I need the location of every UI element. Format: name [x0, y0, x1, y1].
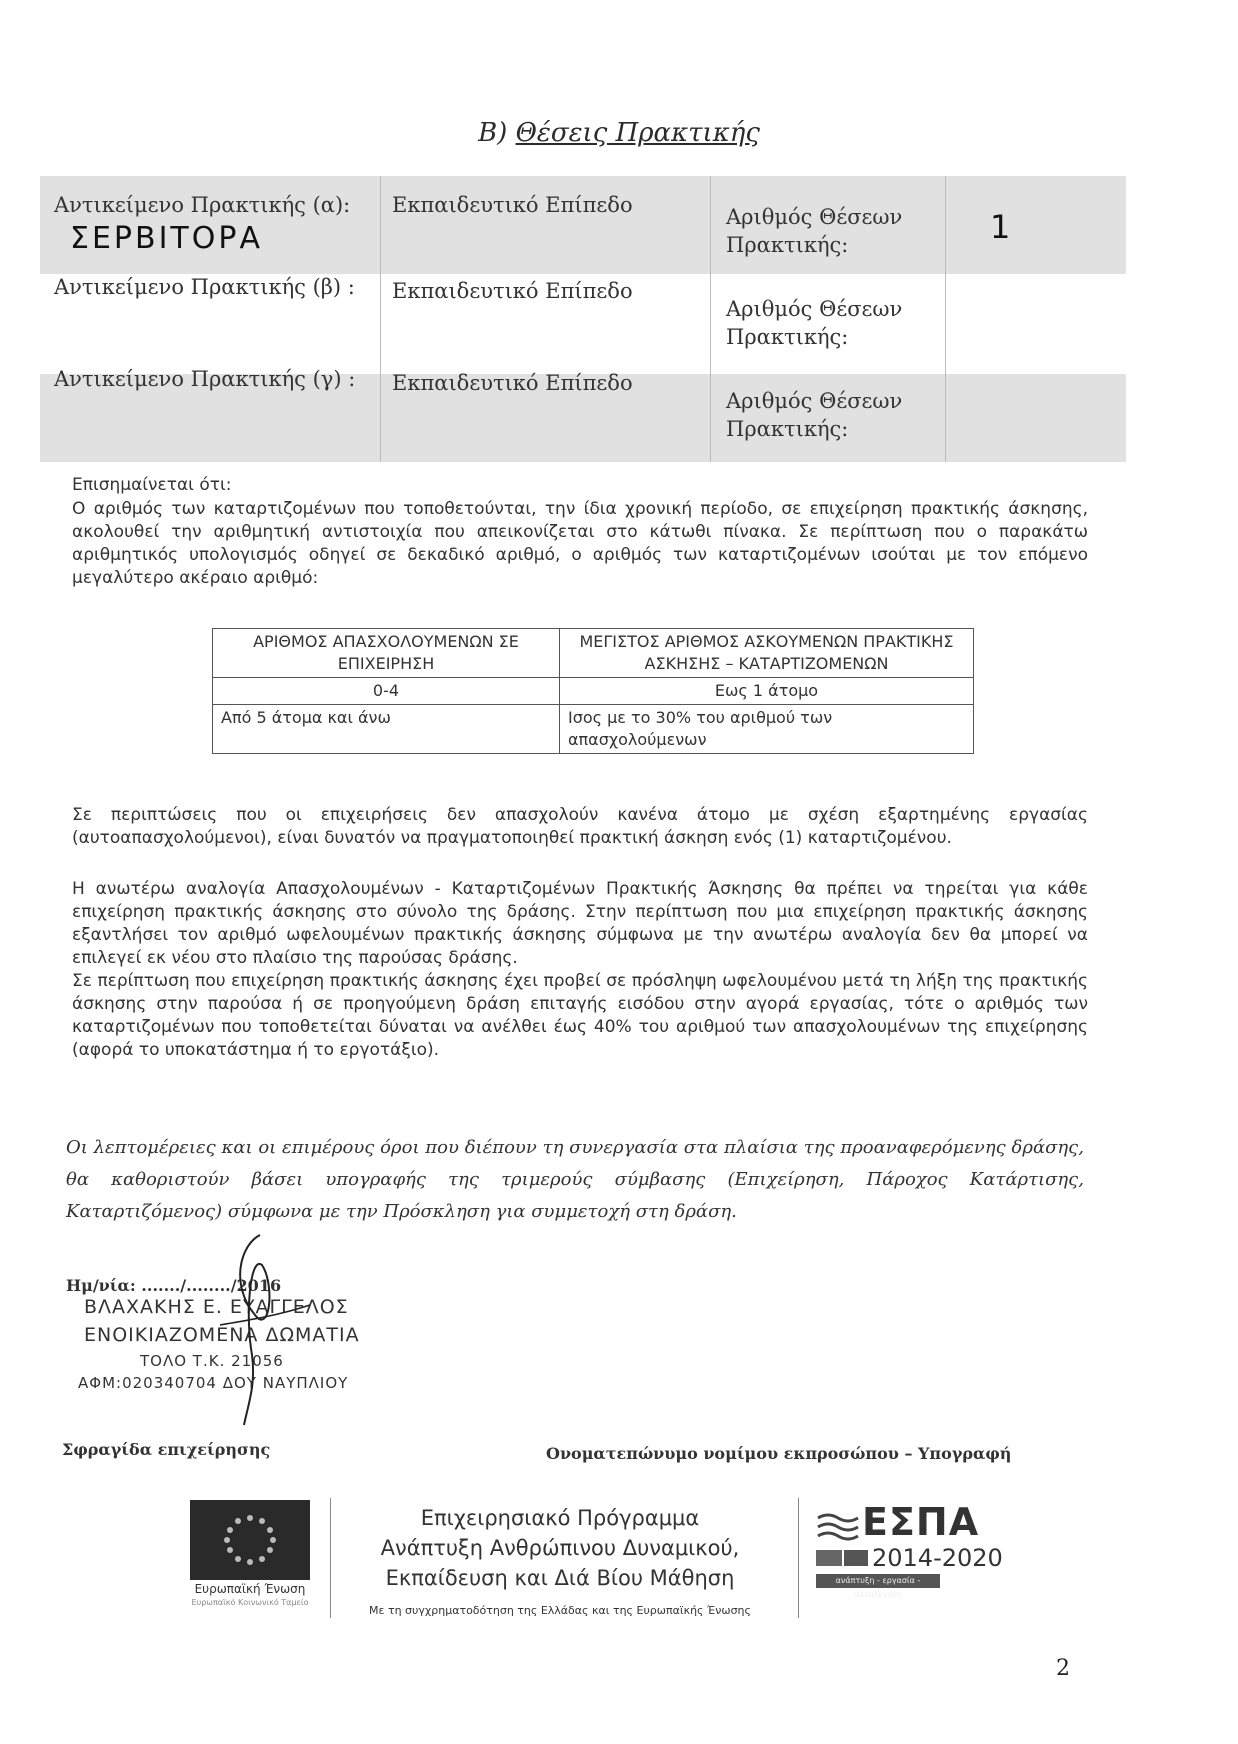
eu-flag-logo [190, 1500, 310, 1580]
paragraph-ratio-rule: Η ανωτέρω αναλογία Απασχολουμένων - Καταρτιζομένων Πρακτικής Άσκησης θα πρέπει να τηρείται για κάθε επιχείρηση πρακτικής άσκησης στο σύνολο της δράσης. Στην περίπτωση που μια επιχείρηση πρακτικής άσκησης εξαντλήσει τον αριθμό ωφελουμένων πρακτικής άσκησης σύμφωνα με την ανωτέρω αναλογία δεν θα μπορεί να επιλεγεί εκ νέου στο πλαίσιο της παρούσας δράσης. [72, 879, 1088, 968]
ratio-table [212, 628, 974, 754]
num-positions-a-value: 1 [990, 208, 1014, 246]
section-title-underlined: Θέσεις Πρακτικής [515, 118, 760, 148]
paragraph-hiring-bonus: Σε περίπτωση που επιχείρηση πρακτικής άσκησης έχει προβεί σε πρόσληψη ωφελουμένου μετά τη λήξη της πρακτικής άσκησης στην παρούσα ή σε προηγούμενη δράση επιταγής εισόδου στην αγορά εργασίας, τότε ο αριθμός των καταρτιζομένων που τοποθετείται δύναται να ανέλθει έως 40% του αριθμού των απασχολουμένων της επιχείρησης (αφορά το υποκατάστημα ή το εργοτάξιο). [72, 971, 1088, 1060]
eu-mini-flag-icon [844, 1550, 868, 1566]
edu-level-b-label: Εκπαιδευτικό Επίπεδο [392, 279, 633, 303]
subject-c-label: Αντικείμενο Πρακτικής (γ) : [54, 367, 356, 391]
num-positions-b-label-1: Αριθμός Θέσεων [726, 297, 903, 321]
table-row [213, 705, 974, 754]
note-body: Ο αριθμός των καταρτιζομένων που τοποθετούνται, την ίδια χρονική περίοδο, σε επιχείρηση πρακτικής άσκησης, ακολουθεί την αριθμητική αντιστοιχία που απεικονίζεται στο κάτωθι πίνακα. Σε περίπτωση που ο παρακάτω αριθμητικός υπολογισμός οδηγεί σε δεκαδικό αριθμό, ο αριθμός των καταρτιζομένων ισούται με τον επόμενο μεγαλύτερο ακέραιο αριθμό: [72, 499, 1088, 588]
eu-sub-label: Ευρωπαϊκό Κοινωνικό Ταμείο [191, 1598, 309, 1607]
num-positions-c-label-1: Αριθμός Θέσεων [726, 389, 903, 413]
espa-tagline: ανάπτυξη - εργασία - αλληλεγγύη [816, 1574, 940, 1588]
espa-name: ΕΣΠΑ [862, 1500, 980, 1544]
program-line-1: Επιχειρησιακό Πρόγραμμα [420, 1506, 700, 1530]
cofunding-text: Με τη συγχρηματοδότηση της Ελλάδας και της Ευρωπαϊκής Ένωσης [369, 1604, 751, 1617]
table-cell: 0-4 [213, 678, 560, 705]
table-header-right: ΜΕΓΙΣΤΟΣ ΑΡΙΘΜΟΣ ΑΣΚΟΥΜΕΝΩΝ ΠΡΑΚΤΙΚΗΣ ΑΣΚΗΣΗΣ – ΚΑΤΑΡΤΙΖΟΜΕΝΩΝ [560, 629, 974, 678]
representative-label: Ονοματεπώνυμο νομίμου εκπροσώπου – Υπογραφή [546, 1444, 1012, 1463]
edu-level-a-label: Εκπαιδευτικό Επίπεδο [392, 193, 633, 217]
details-paragraph: Οι λεπτομέρειες και οι επιμέρους όροι που διέπουν τη συνεργασία στα πλαίσια της προαναφερόμενης δράσης, θα καθοριστούν βάσει υπογραφής της τριμερούς σύμβασης (Επιχείρηση, Πάροχος Κατάρτισης, Καταρτιζόμενος) σύμφωνα με την Πρόσκληση για συμμετοχή στη δράση. [66, 1137, 1084, 1222]
stamp-line-3: ΤΟΛΟ Τ.Κ. 21056 [140, 1352, 284, 1370]
note-intro: Επισημαίνεται ότι: [72, 475, 232, 495]
num-positions-b-label-2: Πρακτικής: [726, 325, 849, 349]
date-line: Ημ/νία: ......./......../2016 [66, 1276, 282, 1295]
table-header-row [213, 629, 974, 678]
table-cell: Ισος με το 30% του αριθμού των απασχολούμενων [560, 705, 974, 754]
eu-label: Ευρωπαϊκή Ένωση [194, 1582, 306, 1596]
section-title-prefix: Β) [478, 118, 516, 148]
signature [200, 1225, 320, 1445]
subject-b-label: Αντικείμενο Πρακτικής (β) : [54, 275, 355, 299]
greek-flag-icon [816, 1550, 842, 1566]
num-positions-a-label-2: Πρακτικής: [726, 233, 849, 257]
positions-grid [40, 176, 1126, 462]
espa-years: 2014-2020 [872, 1544, 1003, 1572]
subject-a-value: ΣΕΡΒΙΤΟΡΑ [70, 221, 263, 256]
table-cell: Από 5 άτομα και άνω [213, 705, 560, 754]
grid-divider [710, 176, 711, 462]
stamp-line-4: ΑΦΜ:020340704 ΔΟΥ ΝΑΥΠΛΙΟΥ [78, 1374, 349, 1392]
subject-a-label: Αντικείμενο Πρακτικής (α): [54, 193, 351, 217]
program-line-3: Εκπαίδευση και Διά Βίου Μάθηση [385, 1566, 735, 1590]
section-title [0, 118, 1238, 148]
stamp-line-2: ΕΝΟΙΚΙΑΖΟΜΕΝΑ ΔΩΜΑΤΙΑ [84, 1324, 360, 1346]
grid-divider [380, 176, 381, 462]
paragraph-self-employed: Σε περιπτώσεις που οι επιχειρήσεις δεν απασχολούν κανένα άτομο με σχέση εξαρτημένης εργασίας (αυτοαπασχολούμενοι), είναι δυνατόν να πραγματοποιηθεί πρακτική άσκηση ενός (1) καταρτιζομένου. [72, 805, 1088, 848]
table-header-left: ΑΡΙΘΜΟΣ ΑΠΑΣΧΟΛΟΥΜΕΝΩΝ ΣΕ ΕΠΙΧΕΙΡΗΣΗ [213, 629, 560, 678]
stamp-line-1: ΒΛΑΧΑΚΗΣ Ε. ΕΥΑΓΓΕΛΟΣ [84, 1296, 349, 1318]
page-number: 2 [1056, 1656, 1070, 1681]
table-cell: Εως 1 άτομο [560, 678, 974, 705]
eu-stars-icon [190, 1500, 310, 1580]
program-line-2: Ανάπτυξη Ανθρώπινου Δυναμικού, [380, 1536, 740, 1560]
logo-divider [330, 1498, 331, 1618]
company-seal-label: Σφραγίδα επιχείρησης [62, 1440, 271, 1459]
table-row [213, 678, 974, 705]
num-positions-a-label-1: Αριθμός Θέσεων [726, 205, 903, 229]
espa-waves-icon [816, 1512, 860, 1542]
logo-divider [798, 1498, 799, 1618]
edu-level-c-label: Εκπαιδευτικό Επίπεδο [392, 371, 633, 395]
num-positions-c-label-2: Πρακτικής: [726, 417, 849, 441]
grid-divider [945, 176, 946, 462]
